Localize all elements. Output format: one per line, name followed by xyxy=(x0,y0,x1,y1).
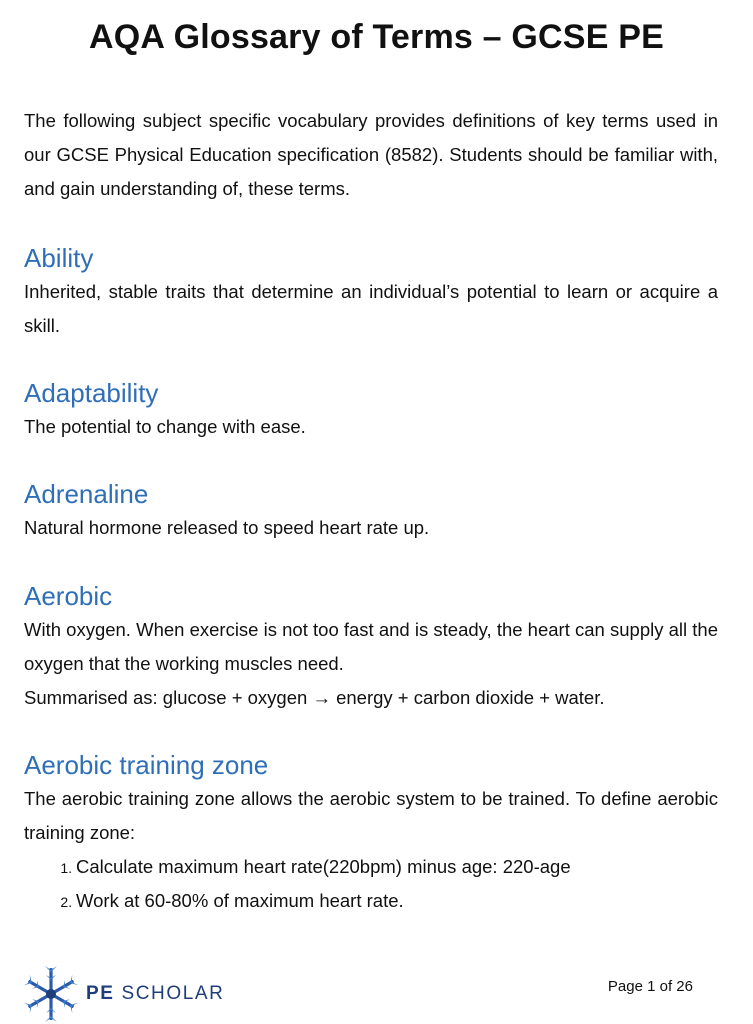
term-definition: With oxygen. When exercise is not too fast and is steady, the heart can supply all the oxygen that the working muscles need. xyxy=(24,619,718,674)
list-item: 1. Calculate maximum heart rate(220bpm) minus age: 220-age xyxy=(76,850,718,884)
term-heading: Ability xyxy=(24,243,94,273)
page-title: AQA Glossary of Terms – GCSE PE xyxy=(89,18,664,56)
logo-scholar-text: SCHOLAR xyxy=(121,983,225,1004)
term-heading: Aerobic training zone xyxy=(24,750,269,780)
term-heading: Adaptability xyxy=(24,378,159,408)
snowflake-logo-icon xyxy=(22,965,80,1023)
term-adrenaline xyxy=(24,477,718,545)
logo-pe-text: PE xyxy=(86,983,115,1004)
page-number: Page 1 of 26 xyxy=(607,978,693,995)
term-adaptability xyxy=(24,376,718,444)
term-heading: Adrenaline xyxy=(24,479,149,509)
term-definition: Natural hormone released to speed heart rate up. xyxy=(24,517,430,538)
term-aerobic xyxy=(24,579,718,715)
intro-paragraph: The following subject specific vocabulary provides definitions of key terms used in our GCSE Physical Education specification (8582). Students should be familiar with, and gain understanding of, these terms. xyxy=(24,110,718,199)
list-item: 2. Work at 60-80% of maximum heart rate. xyxy=(76,884,718,918)
term-definition: Inherited, stable traits that determine an individual’s potential to learn or acquire a skill. xyxy=(24,281,718,336)
term-definition: The potential to change with ease. xyxy=(24,416,306,437)
term-summary: Summarised as: glucose + oxygen → energy + carbon dioxide + water. xyxy=(24,687,605,708)
pe-scholar-logo xyxy=(22,965,225,1023)
numbered-list xyxy=(24,850,718,918)
logo-wordmark xyxy=(86,983,225,1005)
term-ability xyxy=(24,241,718,343)
term-heading: Aerobic xyxy=(24,581,113,611)
term-aerobic-training-zone xyxy=(24,748,718,918)
term-definition: The aerobic training zone allows the aerobic system to be trained. To define aerobic training zone: xyxy=(24,788,718,843)
